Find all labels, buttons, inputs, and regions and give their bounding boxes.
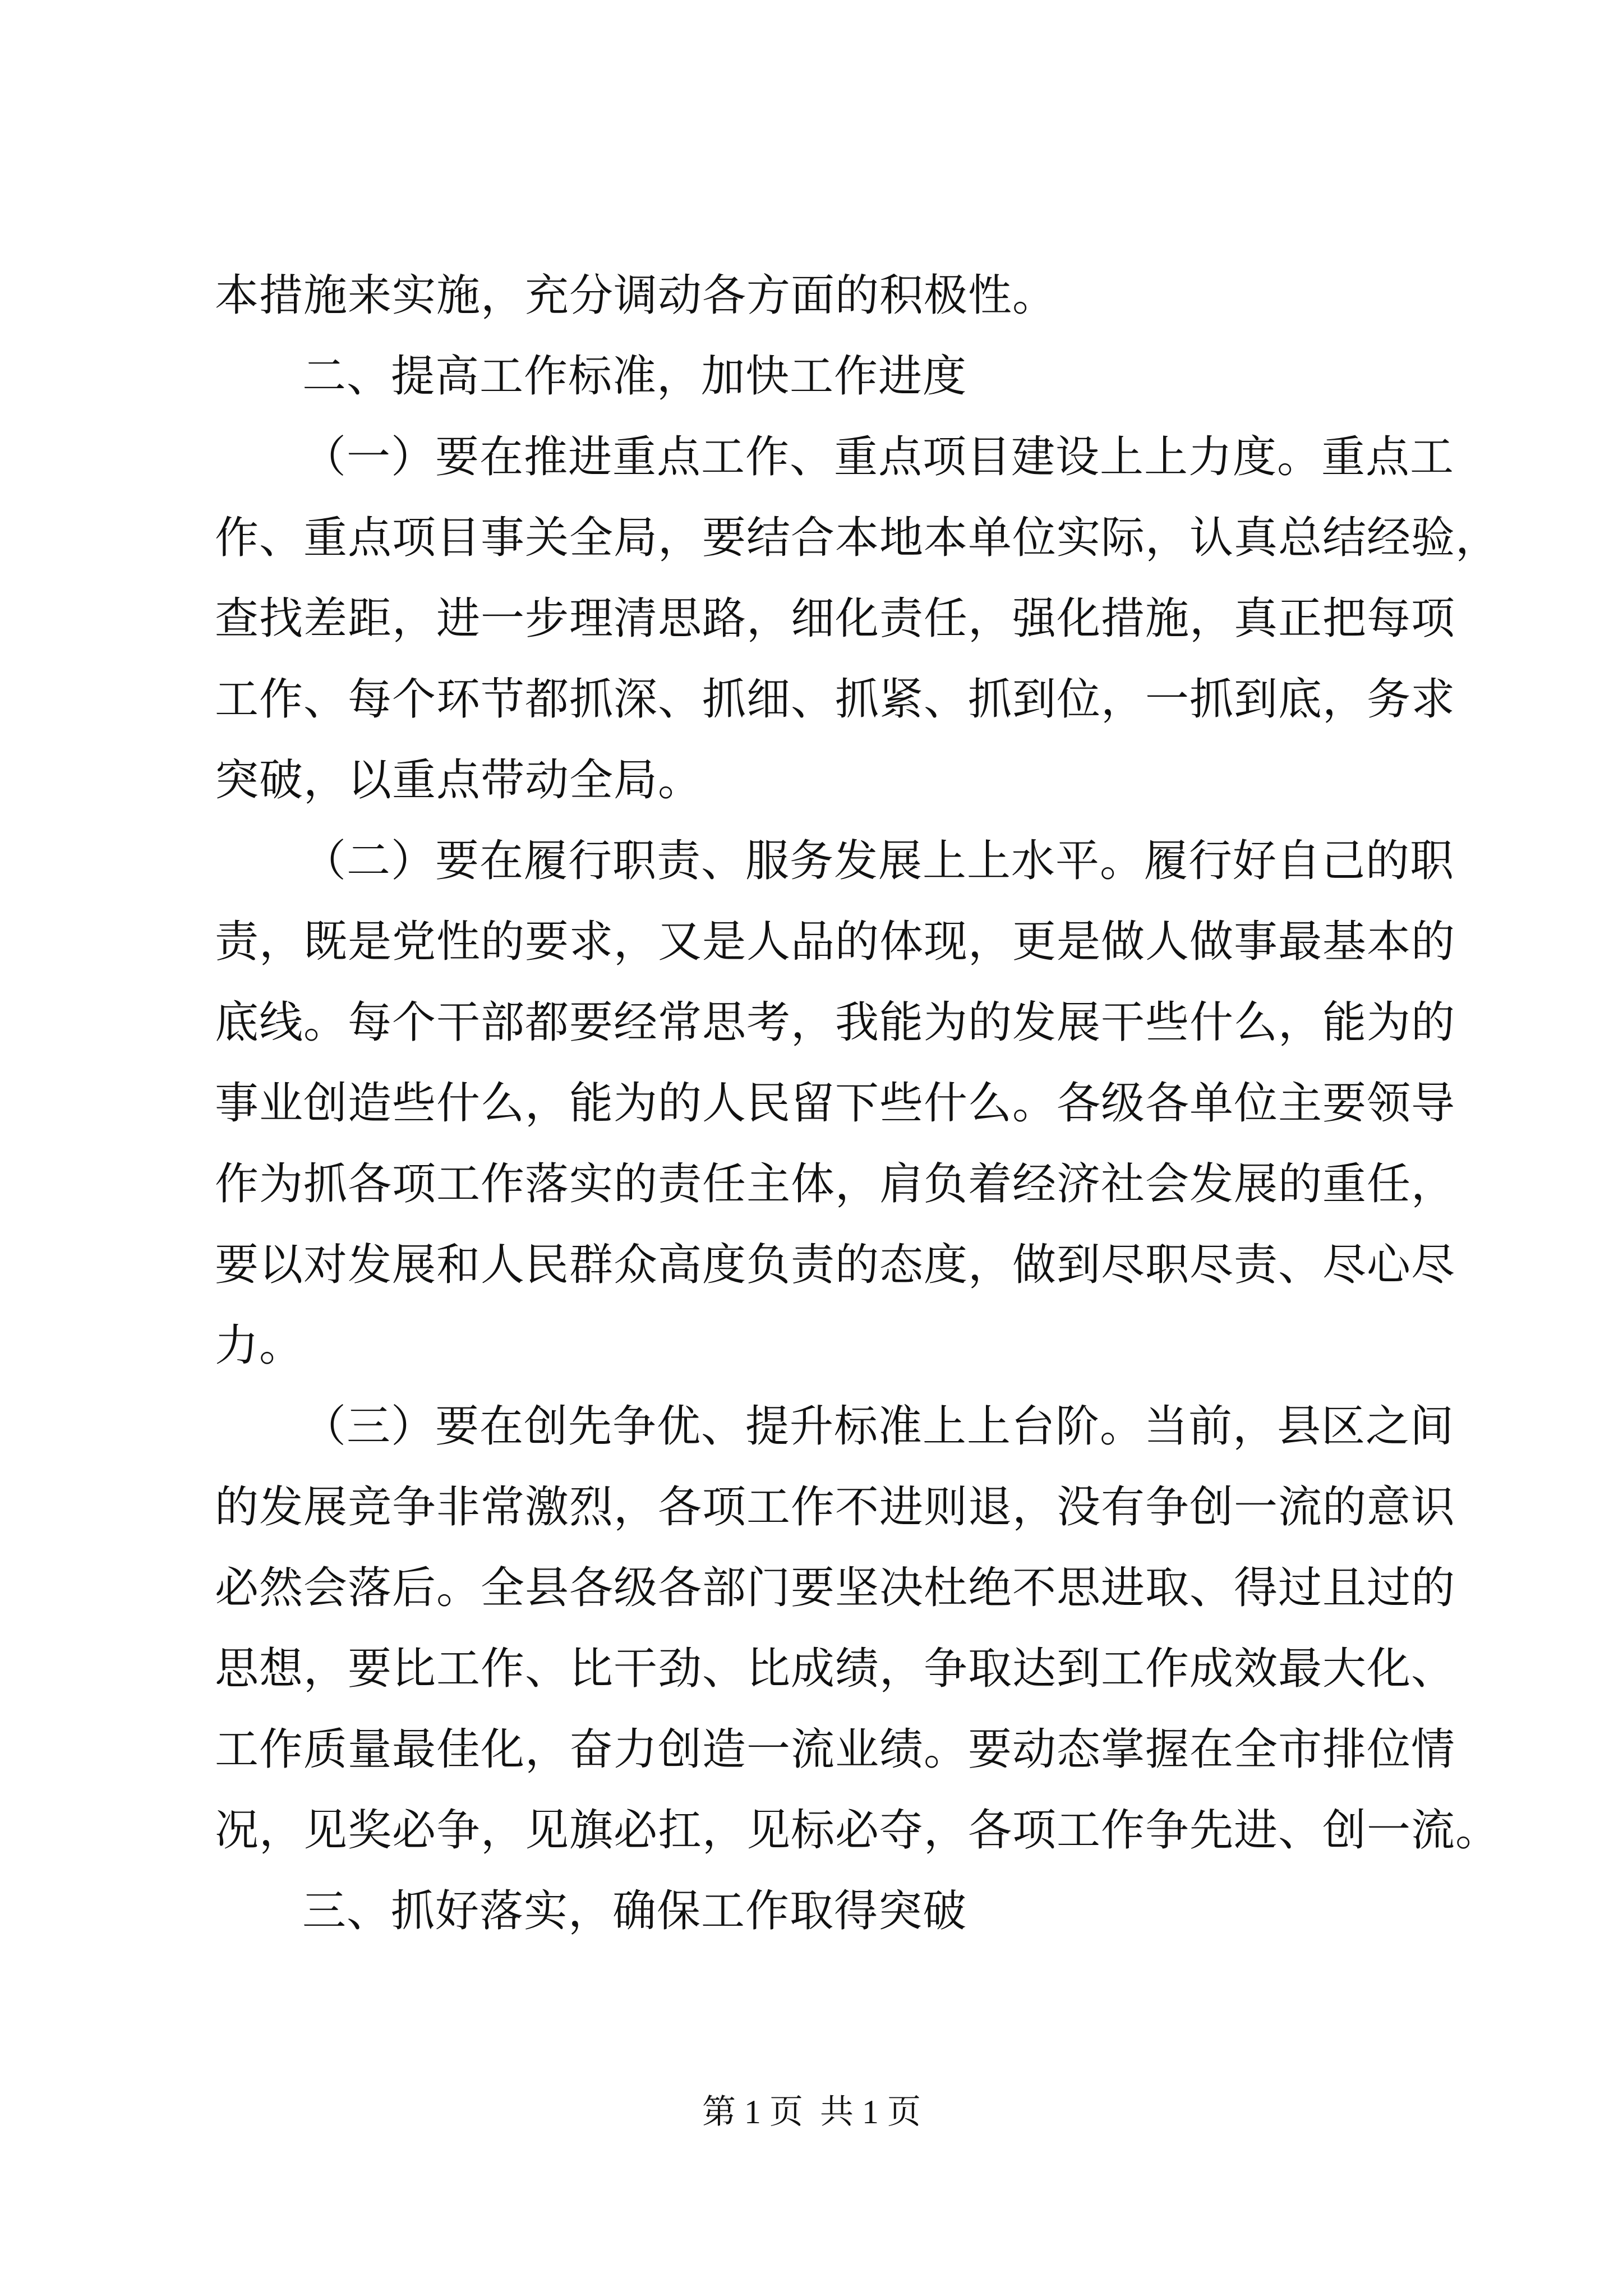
text-line-10: 底线。每个干部都要经常思考，我能为的发展干些什么，能为的: [215, 997, 1456, 1048]
text-line-20: 况，见奖必争，见旗必扛，见标必夺，各项工作争先进、创一流。: [215, 1805, 1500, 1856]
text-line-4: 作、重点项目事关全局，要结合本地本单位实际，认真总结经验，: [215, 513, 1500, 563]
section-heading-2: 二、提高工作标准，加快工作进度: [302, 351, 967, 402]
text-line-17: 必然会落后。全县各级各部门要坚决杜绝不思进取、得过且过的: [215, 1563, 1456, 1613]
text-line-5: 查找差距，进一步理清思路，细化责任，强化措施，真正把每项: [215, 593, 1456, 644]
text-line-1: 本措施来实施，充分调动各方面的积极性。: [215, 270, 1057, 321]
text-line-7: 突破，以重点带动全局。: [215, 755, 703, 806]
text-line-13: 要以对发展和人民群众高度负责的态度，做到尽职尽责、尽心尽: [215, 1240, 1456, 1290]
document-body: [215, 255, 1500, 1952]
text-line-12: 作为抓各项工作落实的责任主体，肩负着经济社会发展的重任，: [215, 1159, 1456, 1209]
page-number-footer: 第 1 页 共 1 页: [702, 2093, 921, 2131]
section-heading-3: 三、抓好落实，确保工作取得突破: [302, 1886, 967, 1936]
text-line-14: 力。: [215, 1320, 304, 1371]
text-line-15: （三）要在创先争优、提升标准上上台阶。当前，县区之间: [302, 1401, 1455, 1452]
text-line-19: 工作质量最佳化，奋力创造一流业绩。要动态掌握在全市排位情: [215, 1724, 1456, 1775]
text-line-8: （二）要在履行职责、服务发展上上水平。履行好自己的职: [302, 836, 1455, 886]
text-line-16: 的发展竞争非常激烈，各项工作不进则退，没有争创一流的意识: [215, 1482, 1456, 1533]
text-line-3: （一）要在推进重点工作、重点项目建设上上力度。重点工: [302, 432, 1455, 482]
text-line-6: 工作、每个环节都抓深、抓细、抓紧、抓到位，一抓到底，务求: [215, 674, 1456, 725]
text-line-11: 事业创造些什么，能为的人民留下些什么。各级各单位主要领导: [215, 1078, 1456, 1129]
text-line-9: 责，既是党性的要求，又是人品的体现，更是做人做事最基本的: [215, 917, 1456, 967]
text-line-18: 思想，要比工作、比干劲、比成绩，争取达到工作成效最大化、: [215, 1644, 1456, 1694]
